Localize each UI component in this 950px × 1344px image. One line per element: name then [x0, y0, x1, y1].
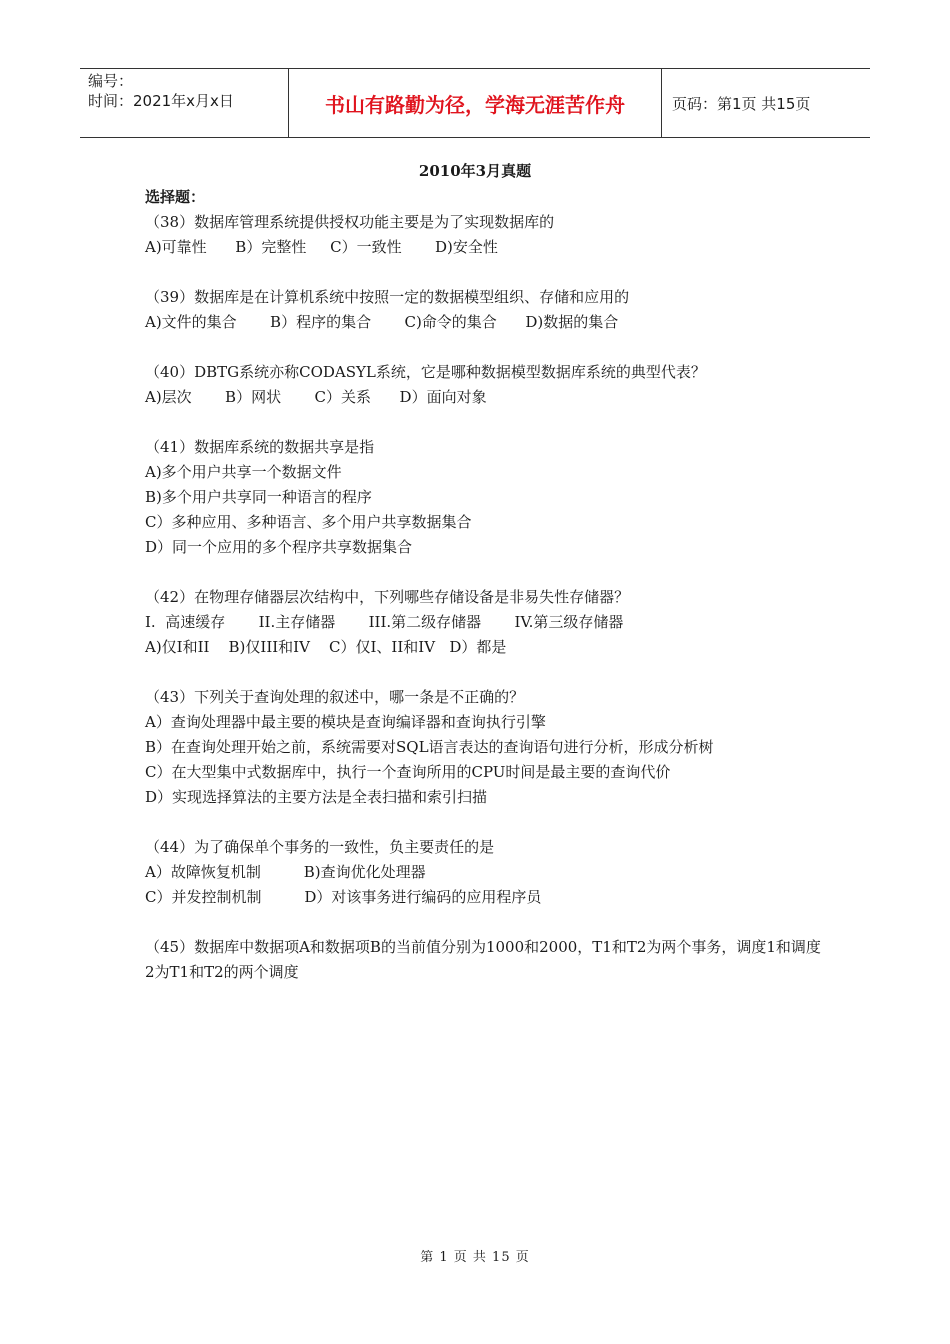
question-options: A)文件的集合 B）程序的集合 C)命令的集合 D)数据的集合: [145, 313, 619, 331]
question-options: A）故障恢复机制 B)查询优化处理器: [145, 863, 426, 881]
question-44: [145, 835, 825, 910]
question-list: [145, 185, 825, 1010]
question-option: B）在查询处理开始之前，系统需要对SQL语言表达的查询语句进行分析，形成分析树: [145, 738, 714, 756]
question-41: [145, 435, 825, 560]
question-39: [145, 285, 825, 335]
question-items: I. 高速缓存 II.主存储器 III.第二级存储器 IV.第三级存储器: [145, 613, 624, 631]
question-42: [145, 585, 825, 660]
question-45: [145, 935, 825, 985]
question-stem: （45）数据库中数据项A和数据项B的当前值分别为1000和2000，T1和T2为两个事务，调度1和调度2为T1和T2的两个调度: [145, 938, 821, 981]
question-options: A)仅I和II B)仅III和IV C）仅I、II和IV D）都是: [145, 638, 507, 656]
question-option: C）在大型集中式数据库中，执行一个查询所用的CPU时间是最主要的查询代价: [145, 763, 671, 781]
header-motto: 书山有路勤为径，学海无涯苦作舟: [289, 69, 662, 137]
question-options: A)层次 B）网状 C）关系 D）面向对象: [145, 388, 487, 406]
question-option: D）同一个应用的多个程序共享数据集合: [145, 538, 413, 556]
document-title: 2010年3月真题: [418, 162, 532, 180]
question-38: [145, 210, 825, 260]
question-options: C）并发控制机制 D）对该事务进行编码的应用程序员: [145, 888, 542, 906]
question-option: D）实现选择算法的主要方法是全表扫描和索引扫描: [145, 788, 488, 806]
question-option: A）查询处理器中最主要的模块是查询编译器和查询执行引擎: [145, 713, 546, 731]
number-label: 编号：: [88, 72, 134, 90]
question-stem: （43）下列关于查询处理的叙述中，哪一条是不正确的？: [145, 688, 525, 706]
question-option: B)多个用户共享同一种语言的程序: [145, 488, 372, 506]
question-43: [145, 685, 825, 810]
question-option: A)多个用户共享一个数据文件: [145, 463, 342, 481]
question-stem: （40）DBTG系统亦称CODASYL系统，它是哪种数据模型数据库系统的典型代表？: [145, 363, 706, 381]
question-stem: （38）数据库管理系统提供授权功能主要是为了实现数据库的: [145, 213, 555, 231]
header-page-info: 页码：第1页 共15页: [672, 94, 811, 113]
question-option: C）多种应用、多种语言、多个用户共享数据集合: [145, 513, 472, 531]
question-options: A)可靠性 B）完整性 C）一致性 D)安全性: [145, 238, 498, 256]
page-footer: 第 1 页 共 15 页: [420, 1250, 530, 1265]
time-label: 时间：2021年x月x日: [88, 92, 234, 110]
question-stem: （41）数据库系统的数据共享是指: [145, 438, 375, 456]
section-label: 选择题：: [145, 188, 206, 206]
question-stem: （42）在物理存储器层次结构中，下列哪些存储设备是非易失性存储器？: [145, 588, 630, 606]
header-left-cell: [80, 69, 289, 137]
question-stem: （39）数据库是在计算机系统中按照一定的数据模型组织、存储和应用的: [145, 288, 630, 306]
question-40: [145, 360, 825, 410]
question-stem: （44）为了确保单个事务的一致性，负主要责任的是: [145, 838, 495, 856]
page-header: [80, 68, 870, 138]
